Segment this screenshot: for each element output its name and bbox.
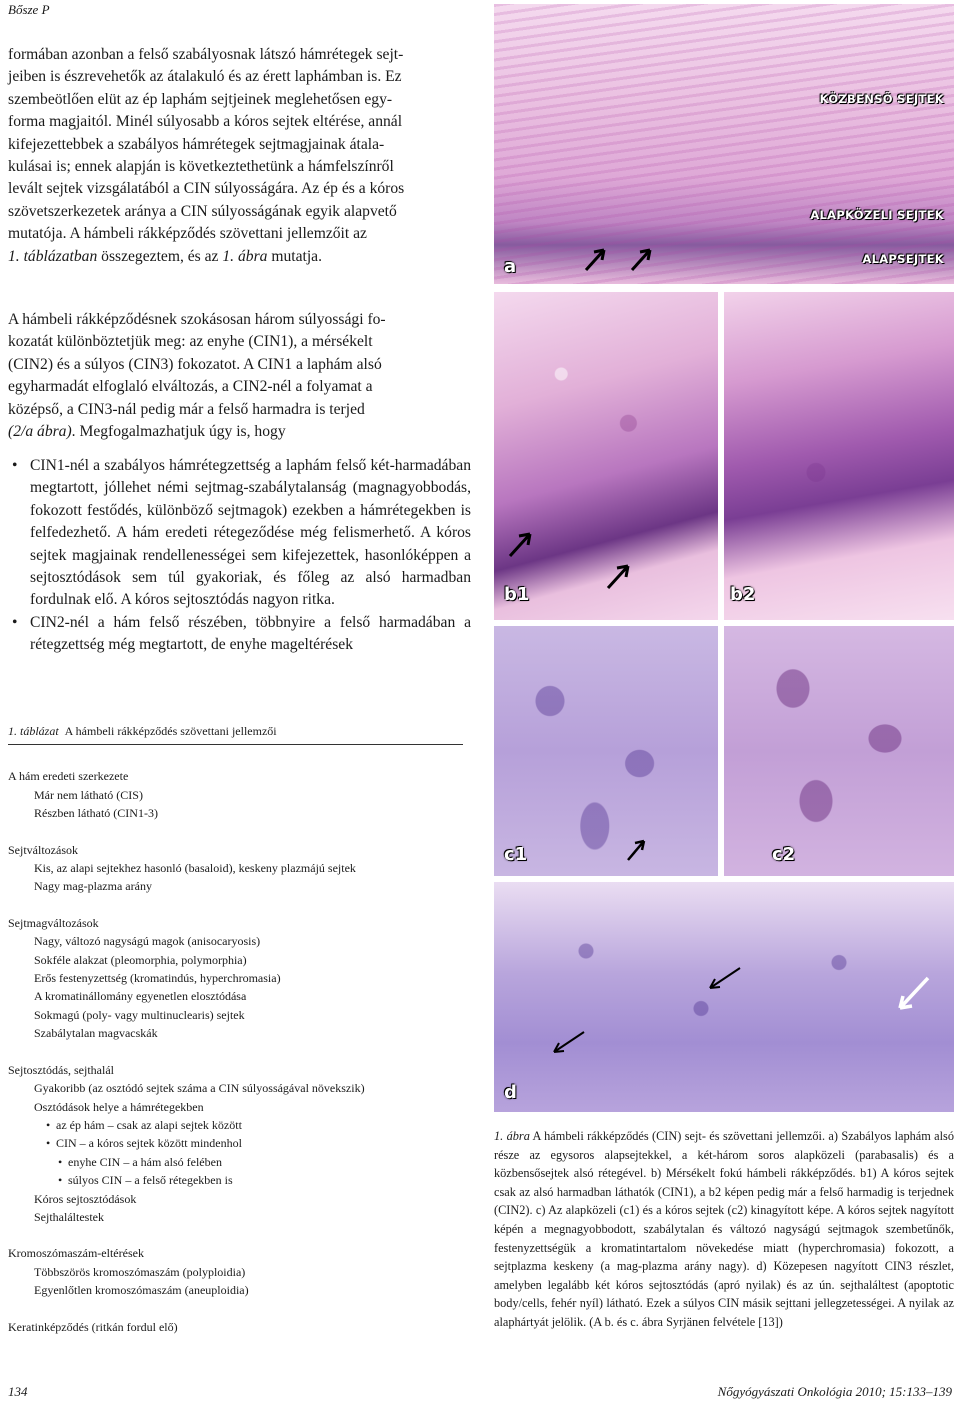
label-c2: c2 [772, 844, 796, 865]
page-number: 134 [8, 1384, 28, 1399]
mitosis-arrow-icon [550, 1030, 586, 1056]
figure-panel-b2-micrograph [724, 292, 954, 620]
table-caption: 1. táblázat A hámbeli rákképződés szövettani jellemzői [8, 724, 277, 738]
paragraph-1: formában azonban a felső szabályosnak látszó hámrétegek sejt- jeiben is észrevehetők az átalakuló és az érett laphámban is. Ez szembeötlően elüt az ép laphám sejtjeinek meglehetősen egy- forma magjaitól. Minél súlyosabb a kóros sejtek eltérése, annál kifejezettebbek a szabályos hámrétegek sejtmagjainak átala- kulásai is; ennek alapján is következtethetünk a hámfelszínről levált sejtek vizsgálatából a CIN súlyosságára. Az ép és a kóros szövetszerkezetek aránya a CIN súlyosságának egyik alapvető mutatója. A hámbeli rákképződés szövettani jellemzőit az 1. táblázatban összegeztem, és az 1. ábra mutatja. [8, 44, 471, 268]
label-c1: c1 [504, 844, 528, 865]
table-section-nuclei: Sejtmagváltozások Nagy, változó nagyságú magok (anisocaryosis) Sokféle alakzat (pleomorphia, polymorphia) Erős festenyzettség (kromatindús, hyperchromasia) A kromatinállomány egyenetlen elosztódása Sokmagú (poly- vagy multinuclearis) sejtek Szabálytalan magvacskák [8, 915, 281, 1041]
figure-panel-c1-micrograph [494, 626, 718, 876]
basement-membrane-arrow-icon [624, 836, 650, 864]
bullet-cin2: • CIN2-nél a hám felső részében, többnyire a felső harmadában a rétegzettség még megtartott, de enyhe mageltérések [8, 612, 471, 657]
figure-panel-d-micrograph [494, 882, 954, 1112]
bullet-cin1: • CIN1-nél a szabályos hámrétegzettség a laphám felső két-harmadában megtartott, jóllehet némi sejtmag-szabálytalanság (magnagyobbodás, fokozott festődés, különböző sejtmagok) ezekben a hámrétegekben is felfedezhető. A hám eredeti rétegeződése még felismerhető. A kóros sejtek magjainak rendellenességei sem kifejezettek, hasonlóképpen a sejtosztódások sem túl gyakoriak, és főleg az alsó harmadban fordulnak elő. A kóros sejtosztódás nagyon ritka. [8, 455, 471, 612]
basement-membrane-arrow-icon [582, 244, 610, 274]
journal-citation: Nőgyógyászati Onkológia 2010; 15:133–139 [717, 1384, 952, 1399]
label-parabasal-cells: ALAPKÖZELI SEJTEK [810, 208, 944, 222]
figure-1-caption: 1. ábra A hámbeli rákképződés (CIN) sejt- és szövettani jellemzői. a) Szabályos laphám alsó része az egysoros alapsejtekkel, a két-három soros alapközeli (parabasalis) és a közbensősejtek alsó rétegével. b) Mérsékelt fokú hámbeli rákképződés. b1) A kóros sejtek csak az alsó harmadban láthatók (CIN1), a b2 képen pedig már a felső harmadig is terjednek (CIN2). c) Az alapközeli (c1) és a kóros sejtek (c2) kinagyított képe. A kóros sejtek nagyított képén a megnagyobbodott, szabálytalan és változó nagyságú sejtmagok szembetűnők, festenyzettségük a kromatintartalom növekedése miatt (hyperchromasia) fokozott, a sejtplazma keskeny (a mag-plazma arány nagy). d) Közepesen nagyított CIN3 részlet, amelyben legalább két kóros sejtosztódás (apró nyilak) és az ún. sejthaláltest (apoptotic body/cells, fehér nyíl) látható. Ezek a súlyos CIN másik sejttani jellegzetességei. A nyilak az alaphártyát jelölik. (A b. és c. ábra Syrjänen felvétele [13]) [494, 1129, 954, 1329]
cin-bullet-list [8, 455, 471, 657]
table-section-keratin: Keratinképződés (ritkán fordul elő) [8, 1319, 178, 1334]
basement-membrane-arrow-icon [506, 528, 536, 560]
mitosis-arrow-icon [706, 966, 742, 992]
table-rule [8, 744, 463, 745]
paragraph-2: A hámbeli rákképződésnek szokásosan három súlyossági fo- kozatát különböztetjük meg: az enyhe (CIN1), a mérsékelt (CIN2) és a súlyos (CIN3) fokozatot. A CIN1 a laphám alsó egyharmadát elfoglaló elváltozás, a CIN2-nél a folyamat a középső, a CIN3-nál pedig már a felső harmadra is terjed (2/a ábra). Megfogalmazhatjuk úgy is, hogy [8, 309, 471, 443]
basement-membrane-arrow-icon [628, 244, 656, 274]
figure-panel-c2-micrograph [724, 626, 954, 876]
table-1 [8, 722, 468, 1354]
figure-panel-a-micrograph [494, 4, 954, 284]
label-basal-cells: ALAPSEJTEK [862, 252, 944, 266]
table-section-mitosis: Sejtosztódás, sejthalál Gyakoribb (az osztódó sejtek száma a CIN súlyosságával növekszik) Osztódások helye a hámrétegekben • az ép hám – csak az alapi sejtek között • CIN – a kóros sejtek között mindenhol • enyhe CIN – a hám alsó felében • súlyos CIN – a felső rétegekben is Kóros sejtosztódások Sejthaláltestek [8, 1061, 468, 1227]
basement-membrane-arrow-icon [604, 560, 634, 592]
label-b1: b1 [504, 584, 530, 605]
label-d: d [504, 1082, 517, 1103]
table-section-chromosomes: Kromoszómaszám-eltérések Többszörös kromoszómaszám (polyploidia) Egyenlőtlen kromoszómaszám (aneuploidia) [8, 1246, 249, 1298]
label-intermediate-cells: KÖZBENSŐ SEJTEK [819, 92, 944, 106]
table-section-structure: A hám eredeti szerkezete Már nem látható (CIS) Részben látható (CIN1-3) [8, 769, 158, 821]
paragraph-1-last-line: 1. táblázatban összegeztem, és az 1. ábra mutatja. [8, 247, 323, 265]
paragraph-2-last-line: (2/a ábra). Megfogalmazhatjuk úgy is, hogy [8, 423, 286, 441]
apoptotic-body-arrow-icon [892, 974, 932, 1014]
figure-panel-b1-micrograph [494, 292, 718, 620]
label-a: a [504, 256, 517, 277]
label-b2: b2 [730, 584, 756, 605]
running-header-author: Bősze P [8, 2, 50, 17]
table-section-cells: Sejtváltozások Kis, az alapi sejtekhez hasonló (basaloid), keskeny plazmájú sejtek Nagy mag-plazma arány [8, 842, 356, 894]
